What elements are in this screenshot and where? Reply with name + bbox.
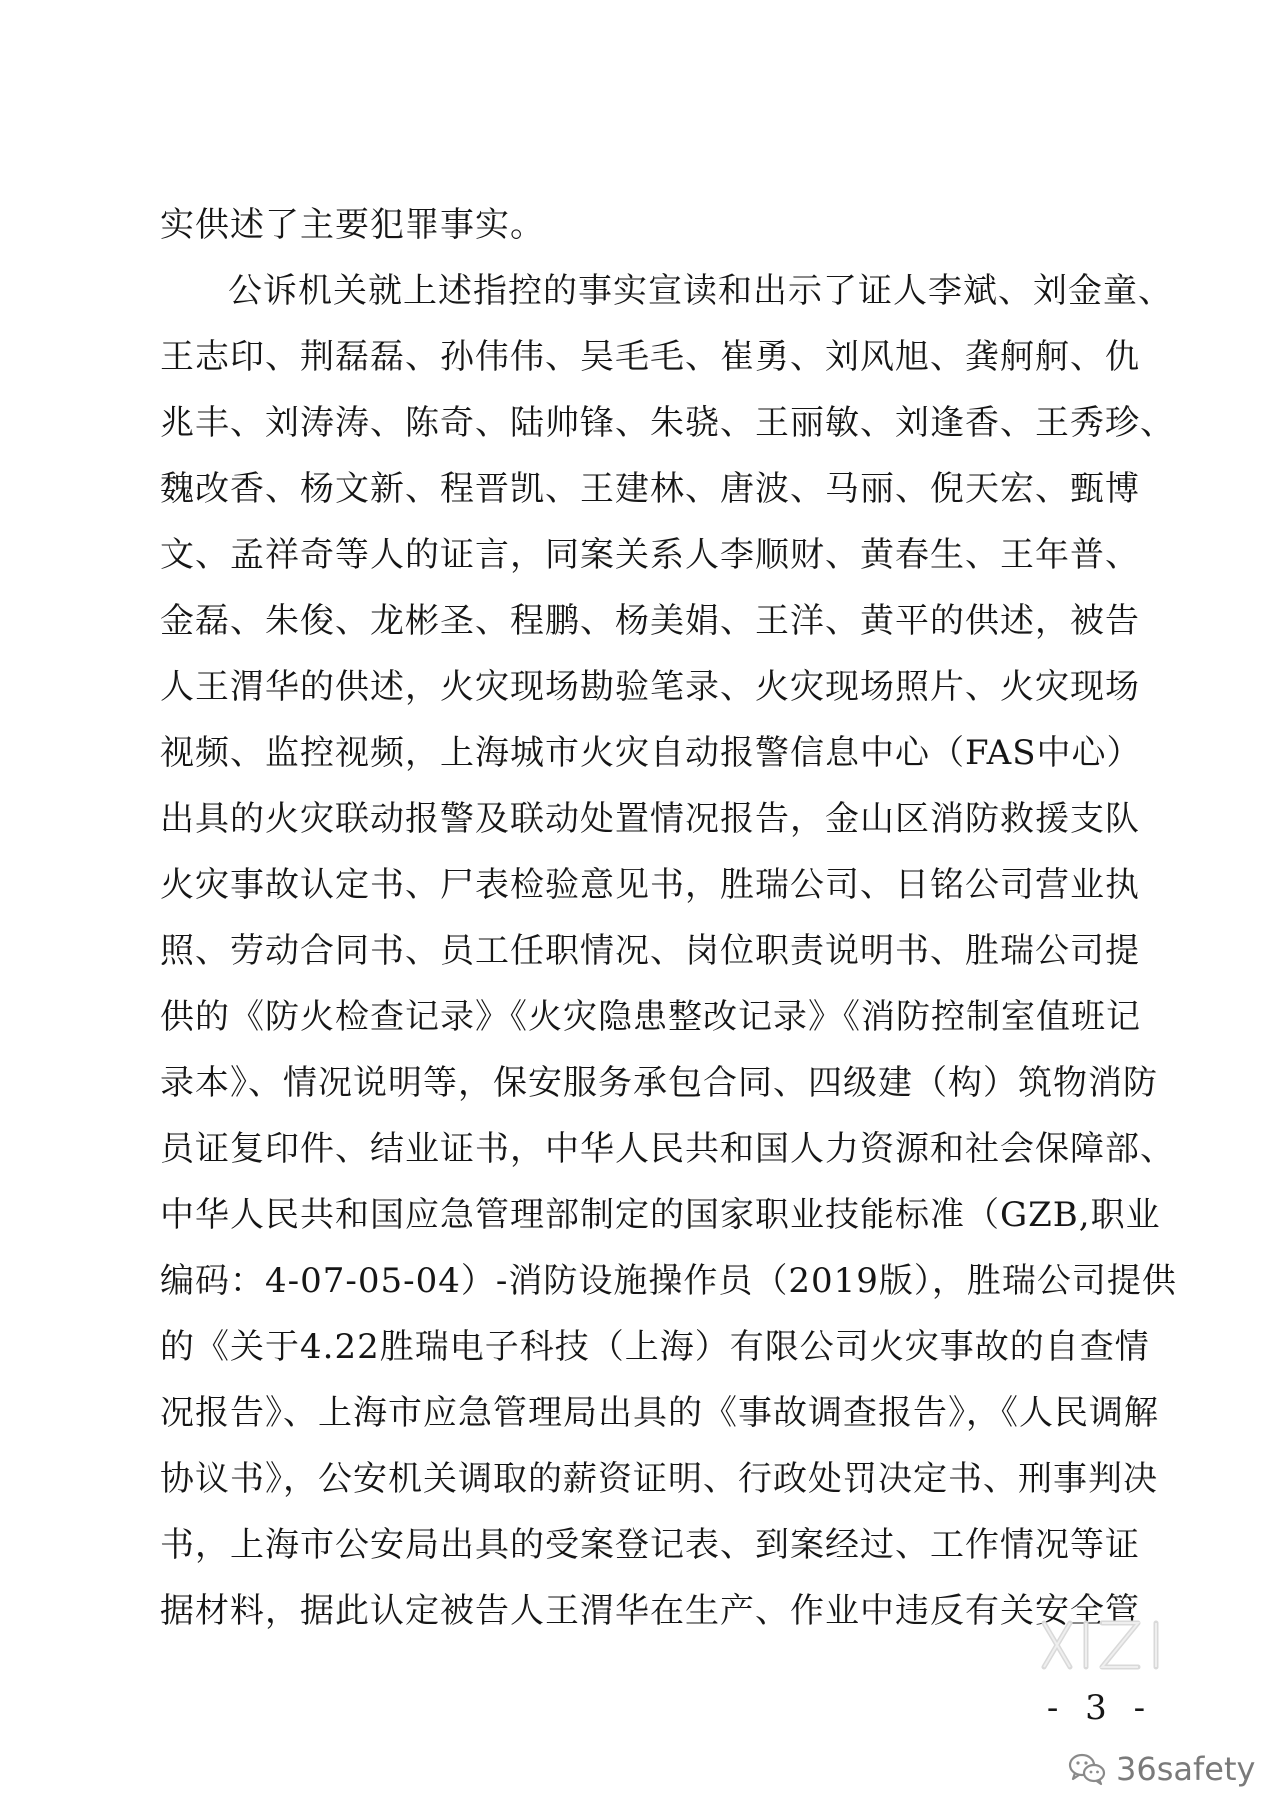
text-line: 编码：4-07-05-04）-消防设施操作员（2019版），胜瑞公司提供 bbox=[160, 1261, 1177, 1301]
text-line: 火灾事故认定书、尸表检验意见书，胜瑞公司、日铭公司营业执 bbox=[160, 865, 1140, 905]
source-label: 36safety bbox=[1116, 1750, 1256, 1788]
text-line: 魏改香、杨文新、程晋凯、王建林、唐波、马丽、倪天宏、甄博 bbox=[160, 469, 1140, 509]
text-line: 照、劳动合同书、员工任职情况、岗位职责说明书、胜瑞公司提 bbox=[160, 931, 1140, 971]
text-line: 书，上海市公安局出具的受案登记表、到案经过、工作情况等证 bbox=[160, 1525, 1140, 1565]
text-line: 录本》、情况说明等，保安服务承包合同、四级建（构）筑物消防 bbox=[160, 1063, 1158, 1103]
text-line: 协议书》，公安机关调取的薪资证明、行政处罚决定书、刑事判决 bbox=[160, 1459, 1158, 1499]
text-line: 的《关于4.22胜瑞电子科技（上海）有限公司火灾事故的自查情 bbox=[160, 1327, 1150, 1367]
text-line: 据材料，据此认定被告人王渭华在生产、作业中违反有关安全管 bbox=[160, 1591, 1140, 1631]
text-line: 文、孟祥奇等人的证言，同案关系人李顺财、黄春生、王年普、 bbox=[160, 535, 1140, 575]
text-line: 中华人民共和国应急管理部制定的国家职业技能标准（GZB,职业 bbox=[160, 1195, 1161, 1235]
text-line: 公诉机关就上述指控的事实宣读和出示了证人李斌、刘金童、 bbox=[228, 271, 1173, 311]
text-line: 王志印、荆磊磊、孙伟伟、吴毛毛、崔勇、刘风旭、龚舸舸、仇 bbox=[160, 337, 1140, 377]
source-watermark bbox=[1068, 1745, 1255, 1793]
xizi-watermark bbox=[1038, 1615, 1188, 1675]
text-line: 供的《防火检查记录》《火灾隐患整改记录》《消防控制室值班记 bbox=[160, 997, 1141, 1037]
wechat-icon bbox=[1068, 1752, 1106, 1786]
text-line: 兆丰、刘涛涛、陈奇、陆帅锋、朱骁、王丽敏、刘逢香、王秀珍、 bbox=[160, 403, 1175, 443]
text-line: 人王渭华的供述，火灾现场勘验笔录、火灾现场照片、火灾现场 bbox=[160, 667, 1140, 707]
text-line: 金磊、朱俊、龙彬圣、程鹏、杨美娟、王洋、黄平的供述，被告 bbox=[160, 601, 1140, 641]
text-line: 况报告》、上海市应急管理局出具的《事故调查报告》，《人民调解 bbox=[160, 1393, 1159, 1433]
page-number: - 3 - bbox=[1046, 1688, 1154, 1728]
text-line: 实供述了主要犯罪事实。 bbox=[160, 205, 545, 245]
document-body bbox=[160, 192, 1177, 1644]
text-line: 员证复印件、结业证书，中华人民共和国人力资源和社会保障部、 bbox=[160, 1129, 1175, 1169]
text-line: 出具的火灾联动报警及联动处置情况报告，金山区消防救援支队 bbox=[160, 799, 1140, 839]
text-line: 视频、监控视频，上海城市火灾自动报警信息中心（FAS中心） bbox=[160, 733, 1142, 773]
